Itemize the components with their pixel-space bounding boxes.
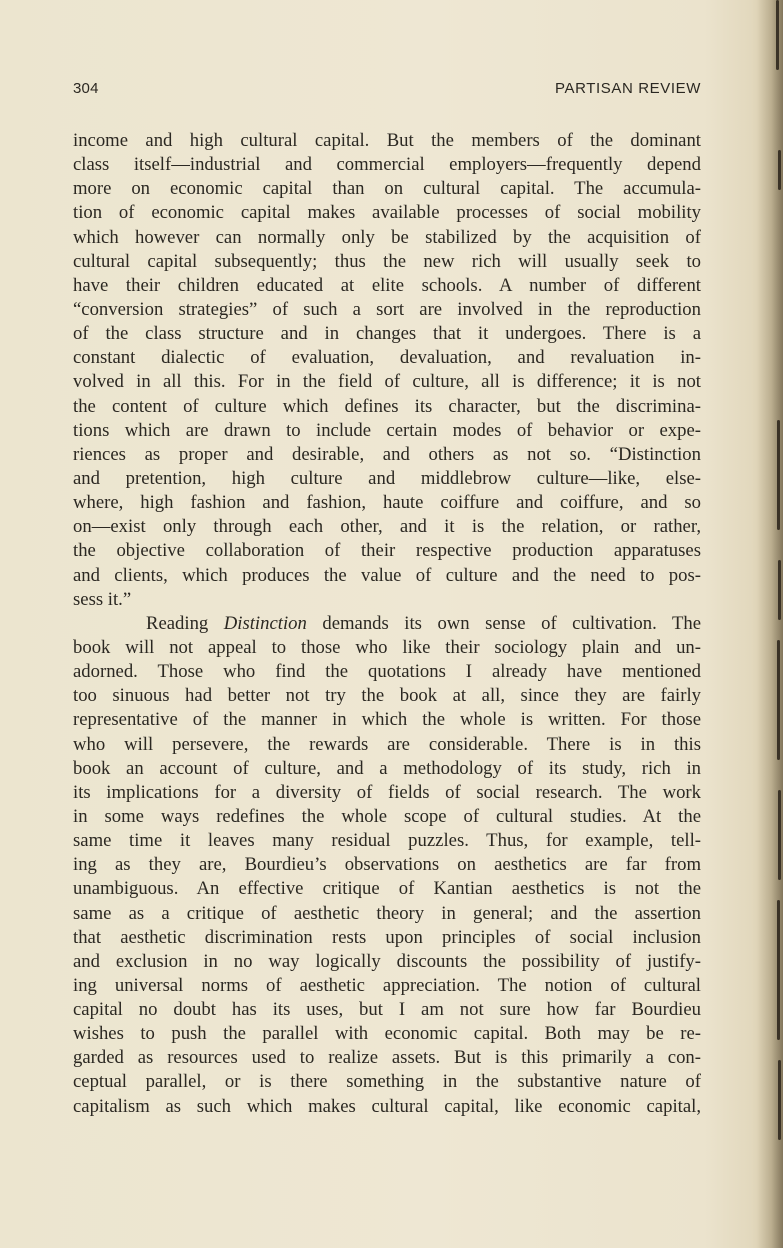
edge-mark: [777, 640, 780, 760]
text-line: and pretention, high culture and middlebrow culture—like, else-: [73, 467, 701, 489]
text-line: and exclusion in no way logically discounts the possibility of justify-: [73, 950, 701, 972]
text-line: where, high fashion and fashion, haute coiffure and coiffure, and so: [73, 492, 701, 514]
body-text: [73, 129, 701, 1119]
edge-mark: [778, 1060, 781, 1140]
text-line: garded as resources used to realize assets. But is this primarily a con-: [73, 1047, 701, 1069]
text-line: who will persevere, the rewards are considerable. There is in this: [73, 733, 701, 755]
page-number: 304: [73, 80, 99, 97]
text-line: tion of economic capital makes available processes of social mobility: [73, 202, 701, 224]
text-line: volved in all this. For in the field of culture, all is difference; it is not: [73, 371, 701, 393]
text-line: that aesthetic discrimination rests upon principles of social inclusion: [73, 926, 701, 948]
text-line: more on economic capital than on cultural capital. The accumula-: [73, 178, 701, 200]
text-line: its implications for a diversity of fields of social research. The work: [73, 781, 701, 803]
text-line: income and high cultural capital. But the members of the dominant: [73, 130, 701, 151]
text-line: “conversion strategies” of such a sort are involved in the reproduction: [73, 298, 701, 320]
running-head: PARTISAN REVIEW: [555, 80, 701, 97]
text-run: Reading: [146, 612, 224, 634]
text-line: which however can normally only be stabilized by the acquisition of: [73, 226, 701, 248]
text-run: demands its own sense of cultivation. The: [306, 612, 701, 634]
text-line: capital no doubt has its uses, but I am not sure how far Bourdieu: [73, 999, 701, 1021]
text-line: of the class structure and in changes that it undergoes. There is a: [73, 323, 701, 345]
text-line: wishes to push the parallel with economic capital. Both may be re-: [73, 1023, 701, 1045]
text-line: unambiguous. An effective critique of Kantian aesthetics is not the: [73, 878, 701, 900]
text-line: and clients, which produces the value of culture and the need to pos-: [73, 564, 701, 586]
text-line: book will not appeal to those who like their sociology plain and un-: [73, 636, 701, 658]
text-line: representative of the manner in which the whole is written. For those: [73, 709, 701, 731]
edge-mark: [778, 790, 781, 880]
text-line: constant dialectic of evaluation, devaluation, and revaluation in-: [73, 347, 701, 369]
edge-mark: [777, 420, 780, 530]
page-header: [73, 80, 701, 100]
text-line: on—exist only through each other, and it is the relation, or rather,: [73, 516, 701, 538]
text-line: the content of culture which defines its character, but the discrimina-: [73, 395, 701, 417]
text-line: the objective collaboration of their respective production apparatuses: [73, 540, 701, 562]
text-line: capitalism as such which makes cultural capital, like economic capital,: [73, 1095, 701, 1117]
paragraph-first-line: [73, 612, 701, 636]
text-line: riences as proper and desirable, and others as not so. “Distinction: [73, 443, 701, 465]
text-line: ing as they are, Bourdieu’s observations on aesthetics are far from: [73, 854, 701, 876]
edge-mark: [776, 0, 779, 70]
text-line: class itself—industrial and commercial employers—frequently depend: [73, 154, 701, 176]
book-title: Distinction: [223, 612, 307, 634]
text-line: book an account of culture, and a methodology of its study, rich in: [73, 757, 701, 779]
text-line: cultural capital subsequently; thus the new rich will usually seek to: [73, 250, 701, 272]
text-line: sess it.”: [73, 588, 132, 610]
text-line: tions which are drawn to include certain modes of behavior or expe-: [73, 419, 701, 441]
text-line: ceptual parallel, or is there something in the substantive nature of: [73, 1071, 701, 1093]
text-line: same as a critique of aesthetic theory in general; and the assertion: [73, 902, 701, 924]
text-line: adorned. Those who find the quotations I already have mentioned: [73, 661, 701, 683]
text-line: too sinuous had better not try the book at all, since they are fairly: [73, 685, 701, 707]
text-line: ing universal norms of aesthetic appreciation. The notion of cultural: [73, 974, 701, 996]
text-line: have their children educated at elite schools. A number of different: [73, 274, 701, 296]
text-line: in some ways redefines the whole scope of cultural studies. At the: [73, 805, 701, 827]
edge-mark: [778, 150, 781, 190]
edge-mark: [777, 900, 780, 1040]
text-line: same time it leaves many residual puzzles. Thus, for example, tell-: [73, 830, 701, 852]
edge-mark: [778, 560, 781, 620]
